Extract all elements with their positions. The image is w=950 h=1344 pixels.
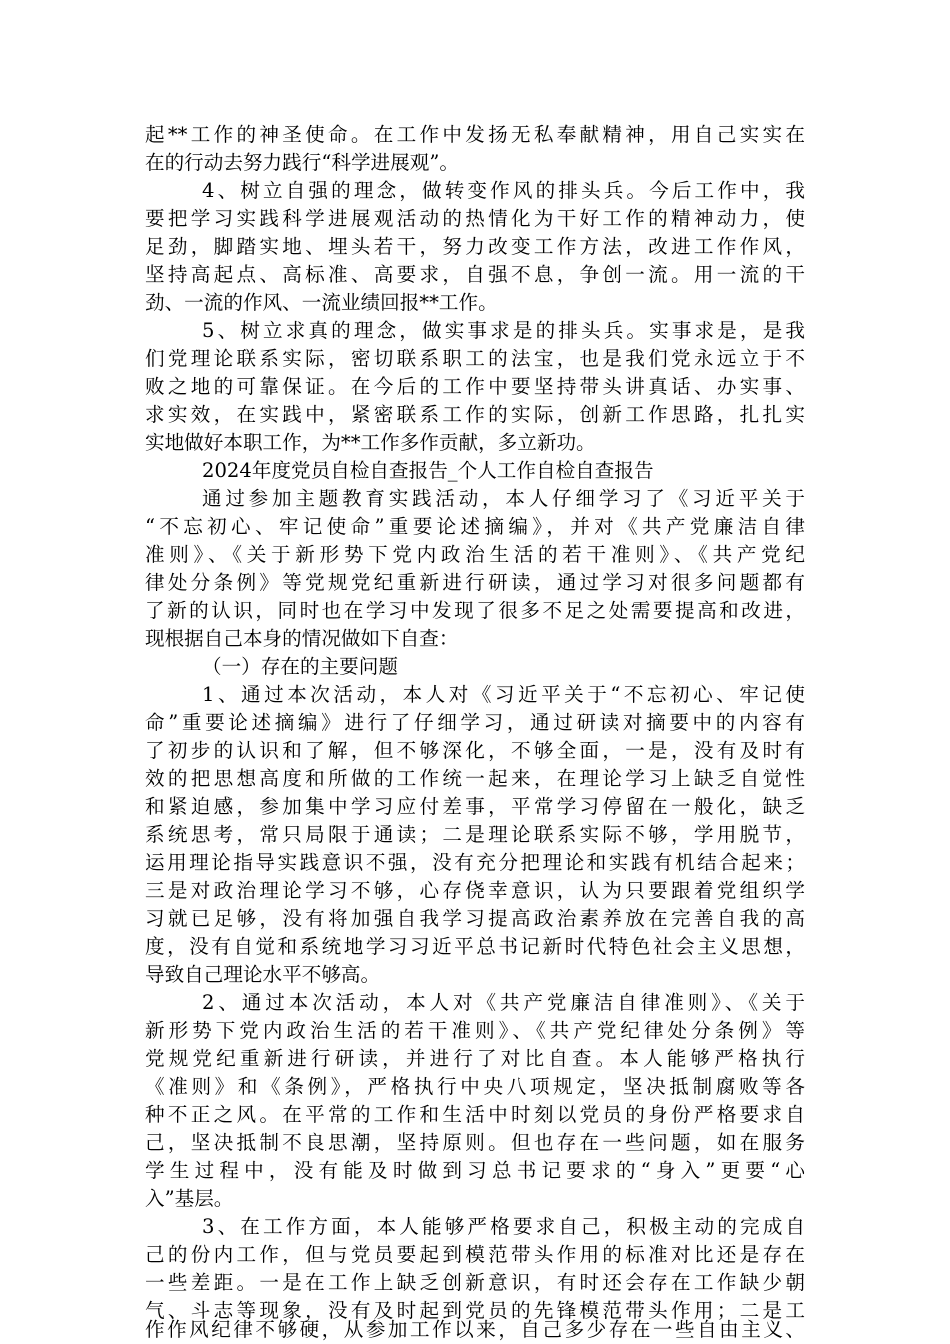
text-line: 入”基层。 — [145, 1187, 234, 1210]
text-line: 己，坚决抵制不良思潮，坚持原则。但也存在一些问题，如在服务 — [145, 1131, 805, 1154]
text-line: 1、通过本次活动，本人对《习近平关于“不忘初心、牢记使 — [202, 683, 805, 706]
text-line: “不忘初心、牢记使命”重要论述摘编》，并对《共产党廉洁自律 — [145, 515, 805, 538]
text-line: 《准则》和《条例》，严格执行中央八项规定，坚决抵制腐败等各 — [145, 1075, 805, 1098]
text-line: 律处分条例》等党规党纪重新进行研读，通过学习对很多问题都有 — [145, 571, 805, 594]
text-line: 新形势下党内政治生活的若干准则》、《共产党纪律处分条例》等 — [145, 1019, 805, 1042]
text-line: 党规党纪重新进行研读，并进行了对比自查。本人能够严格执行 — [145, 1047, 805, 1070]
text-line: 运用理论指导实践意识不强，没有充分把理论和实践有机结合起来； — [145, 851, 805, 874]
text-line: 效的把思想高度和所做的工作统一起来，在理论学习上缺乏自觉性 — [145, 767, 805, 790]
text-line: 通过参加主题教育实践活动，本人仔细学习了《习近平关于 — [202, 487, 805, 510]
text-line: 命”重要论述摘编》进行了仔细学习，通过研读对摘要中的内容有 — [145, 711, 805, 734]
text-line: 2、通过本次活动，本人对《共产党廉洁自律准则》、《关于 — [202, 991, 805, 1014]
text-line: 己的份内工作，但与党员要起到模范带头作用的标准对比还是存在 — [145, 1243, 805, 1266]
text-line: 们党理论联系实际，密切联系职工的法宝，也是我们党永远立于不 — [145, 347, 805, 370]
text-line: 三是对政治理论学习不够，心存侥幸意识，认为只要跟着党组织学 — [145, 879, 805, 902]
text-line: 和紧迫感，参加集中学习应付差事，平常学习停留在一般化，缺乏 — [145, 795, 805, 818]
text-line: 系统思考，常只局限于通读；二是理论联系实际不够，学用脱节， — [145, 823, 805, 846]
text-line: 实地做好本职工作，为**工作多作贡献，多立新功。 — [145, 431, 596, 454]
text-line: 3、在工作方面，本人能够严格要求自己，积极主动的完成自 — [202, 1215, 805, 1238]
text-line: 准则》、《关于新形势下党内政治生活的若干准则》、《共产党纪 — [145, 543, 805, 566]
text-line: 种不正之风。在平常的工作和生活中时刻以党员的身份严格要求自 — [145, 1103, 805, 1126]
text-line: 要把学习实践科学进展观活动的热情化为干好工作的精神动力，使 — [145, 207, 805, 230]
subsection-heading: （一）存在的主要问题 — [202, 655, 398, 678]
text-line: 坚持高起点、高标准、高要求，自强不息，争创一流。用一流的干 — [145, 263, 805, 286]
text-line: 了新的认识，同时也在学习中发现了很多不足之处需要提高和改进， — [145, 599, 805, 622]
text-line: 作作风纪律不够硬，从参加工作以来，自己多少存在一些自由主义、 — [145, 1318, 805, 1341]
text-line: 败之地的可靠保证。在今后的工作中要坚持带头讲真话、办实事、 — [145, 375, 805, 398]
text-line: 4、树立自强的理念，做转变作风的排头兵。今后工作中，我 — [202, 179, 805, 202]
text-line: 度，没有自觉和系统地学习习近平总书记新时代特色社会主义思想， — [145, 935, 805, 958]
text-line: 习就已足够，没有将加强自我学习提高政治素养放在完善自我的高 — [145, 907, 805, 930]
text-line: 求实效，在实践中，紧密联系工作的实际，创新工作思路，扎扎实 — [145, 403, 805, 426]
text-line: 了初步的认识和了解，但不够深化，不够全面，一是，没有及时有 — [145, 739, 805, 762]
text-line: 劲、一流的作风、一流业绩回报**工作。 — [145, 291, 498, 314]
text-line: 起**工作的神圣使命。在工作中发扬无私奉献精神，用自己实实在 — [145, 123, 805, 146]
text-line: 在的行动去努力践行“科学进展观”。 — [145, 151, 459, 174]
text-line: 导致自己理论水平不够高。 — [145, 963, 381, 986]
text-line: 气、斗志等现象，没有及时起到党员的先锋模范带头作用；二是工 — [145, 1299, 805, 1322]
text-line: 足劲，脚踏实地、埋头若干，努力改变工作方法，改进工作作风， — [145, 235, 805, 258]
text-line: 学生过程中，没有能及时做到习总书记要求的“身入”更要“心 — [145, 1159, 805, 1182]
text-line: 一些差距。一是在工作上缺乏创新意识，有时还会存在工作缺少朝 — [145, 1271, 805, 1294]
text-line: 现根据自己本身的情况做如下自查： — [145, 627, 459, 650]
text-line: 5、树立求真的理念，做实事求是的排头兵。实事求是，是我 — [202, 319, 805, 342]
section-title: 2024年度党员自检自查报告_个人工作自检自查报告 — [202, 459, 654, 482]
